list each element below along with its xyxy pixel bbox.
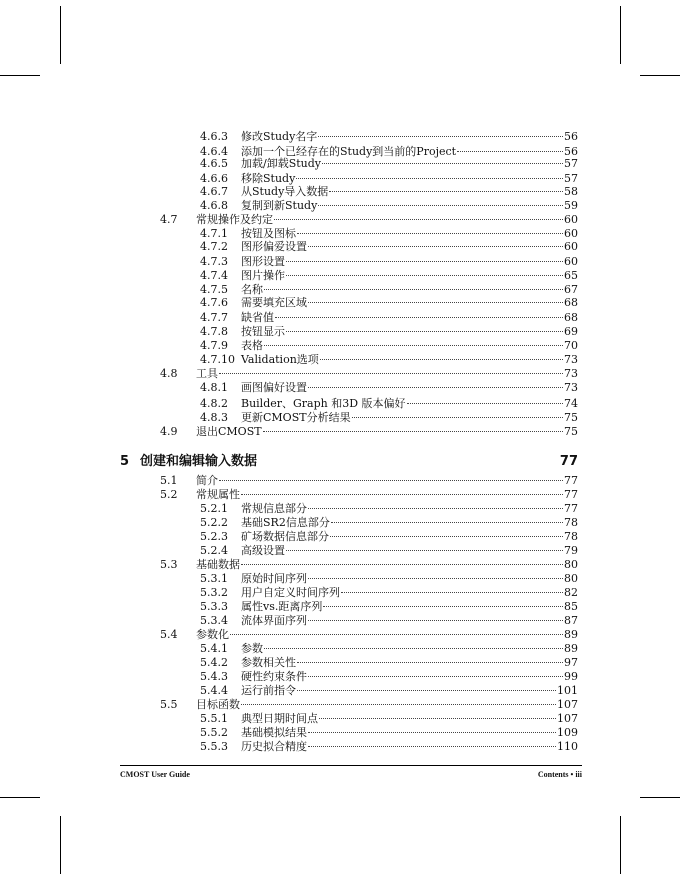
toc-entry-page: 109 <box>557 726 578 739</box>
toc-entry-number: 4.7.1 <box>200 227 228 240</box>
toc-entry-page: 78 <box>564 530 578 543</box>
toc-entry[interactable] <box>200 586 578 599</box>
chapter-page: 77 <box>559 454 578 469</box>
toc-entry[interactable] <box>200 130 578 143</box>
toc-entry-leader <box>230 634 563 635</box>
toc-entry-leader <box>286 275 563 276</box>
toc-entry[interactable] <box>200 544 578 557</box>
toc-entry-page: 89 <box>564 628 578 641</box>
toc-entry-leader <box>241 494 563 495</box>
toc-entry[interactable] <box>200 572 578 585</box>
toc-entry-leader <box>241 564 563 565</box>
toc-entry[interactable] <box>200 185 578 198</box>
chapter-heading[interactable] <box>120 450 578 469</box>
toc-entry-title: 工具 <box>196 367 218 380</box>
toc-entry-page: 70 <box>564 339 578 352</box>
toc-entry-number: 4.7.8 <box>200 325 228 338</box>
toc-entry[interactable] <box>160 488 578 501</box>
toc-entry[interactable] <box>200 269 578 282</box>
toc-entry-title: 硬性约束条件 <box>241 670 307 683</box>
toc-entry-leader <box>219 373 563 374</box>
toc-entry-page: 75 <box>564 425 578 438</box>
toc-entry-title: 原始时间序列 <box>241 572 307 585</box>
toc-entry[interactable] <box>200 397 578 410</box>
toc-entry-leader <box>286 261 563 262</box>
toc-entry[interactable] <box>200 614 578 627</box>
toc-entry-leader <box>318 205 563 206</box>
toc-entry[interactable] <box>160 628 578 641</box>
toc-entry[interactable] <box>160 425 578 438</box>
toc-entry-page: 87 <box>564 614 578 627</box>
toc-entry-number: 4.7.10 <box>200 353 235 366</box>
toc-entry-page: 58 <box>564 185 578 198</box>
toc-entry-title: 矿场数据信息部分 <box>241 530 329 543</box>
toc-entry[interactable] <box>200 381 578 394</box>
toc-entry-title: 目标函数 <box>196 698 240 711</box>
toc-entry-title: 常规操作及约定 <box>196 213 273 226</box>
toc-entry-page: 110 <box>557 740 578 753</box>
toc-entry-page: 78 <box>564 516 578 529</box>
toc-entry-page: 77 <box>564 502 578 515</box>
toc-entry-title: 历史拟合精度 <box>241 740 307 753</box>
toc-entry-leader <box>308 508 563 509</box>
toc-entry-leader <box>308 246 563 247</box>
toc-entry[interactable] <box>200 311 578 324</box>
toc-entry[interactable] <box>200 600 578 613</box>
toc-entry[interactable] <box>200 227 578 240</box>
toc-entry-leader <box>264 345 563 346</box>
toc-entry-page: 57 <box>564 172 578 185</box>
toc-entry-number: 4.7.9 <box>200 339 228 352</box>
toc-entry[interactable] <box>200 726 578 739</box>
toc-entry-title: 典型日期时间点 <box>241 712 318 725</box>
toc-entry-leader <box>407 403 563 404</box>
toc-entry[interactable] <box>200 530 578 543</box>
toc-entry-page: 79 <box>564 544 578 557</box>
toc-entry-number: 4.6.3 <box>200 130 228 143</box>
chapter-number: 5 <box>120 454 130 469</box>
toc-entry-title: Validation选项 <box>241 353 319 366</box>
toc-entry[interactable] <box>200 712 578 725</box>
toc-entry-leader <box>274 219 563 220</box>
toc-entry-number: 4.9 <box>160 425 178 438</box>
toc-entry-title: 更新CMOST分析结果 <box>241 411 351 424</box>
toc-entry-leader <box>341 592 563 593</box>
toc-entry-number: 5.2.3 <box>200 530 228 543</box>
toc-entry[interactable] <box>160 558 578 571</box>
toc-entry-number: 5.3.1 <box>200 572 228 585</box>
toc-entry-page: 75 <box>564 411 578 424</box>
toc-entry-number: 4.7.5 <box>200 283 228 296</box>
toc-entry[interactable] <box>200 296 578 309</box>
toc-entry[interactable] <box>200 325 578 338</box>
toc-entry-page: 65 <box>564 269 578 282</box>
toc-entry-number: 5.5.3 <box>200 740 228 753</box>
toc-entry-number: 5.5.1 <box>200 712 228 725</box>
toc-entry-number: 5.2.1 <box>200 502 228 515</box>
toc-entry[interactable] <box>200 255 578 268</box>
toc-entry-page: 69 <box>564 325 578 338</box>
toc-entry[interactable] <box>200 157 578 170</box>
toc-entry[interactable] <box>200 240 578 253</box>
toc-entry-leader <box>308 620 563 621</box>
toc-entry-page: 97 <box>564 656 578 669</box>
toc-entry-title: 参数 <box>241 642 263 655</box>
toc-entry-leader <box>308 302 563 303</box>
toc-entry-number: 5.2.4 <box>200 544 228 557</box>
toc-entry-number: 5.3.4 <box>200 614 228 627</box>
toc-entry-title: 图形设置 <box>241 255 285 268</box>
toc-entry-title: 表格 <box>241 339 263 352</box>
toc-entry-title: 移除Study <box>241 172 296 185</box>
footer-left: CMOST User Guide <box>120 770 190 779</box>
toc-entry-page: 60 <box>564 255 578 268</box>
toc-entry-leader <box>296 178 563 179</box>
toc-entry-title: 简介 <box>196 474 218 487</box>
toc-entry-leader <box>318 136 563 137</box>
toc-entry-leader <box>264 648 563 649</box>
toc-entry[interactable] <box>200 353 578 366</box>
toc-entry-page: 57 <box>564 157 578 170</box>
toc-entry-title: 常规属性 <box>196 488 240 501</box>
toc-entry-leader <box>322 163 563 164</box>
toc-entry-page: 56 <box>564 145 578 158</box>
toc-entry-number: 5.2.2 <box>200 516 228 529</box>
toc-entry-page: 99 <box>564 670 578 683</box>
toc-entry-number: 5.5.2 <box>200 726 228 739</box>
toc-entry-title: 添加一个已经存在的Study到当前的Project <box>241 145 457 158</box>
toc-entry-leader <box>297 662 563 663</box>
toc-entry-number: 4.7 <box>160 213 178 226</box>
toc-entry-page: 82 <box>564 586 578 599</box>
toc-entry-title: Builder、Graph 和3D 版本偏好 <box>241 397 406 410</box>
toc-entry-leader <box>457 151 563 152</box>
toc-entry-title: 用户自定义时间序列 <box>241 586 340 599</box>
toc-entry-title: 流体界面序列 <box>241 614 307 627</box>
toc-entry-title: 复制到新Study <box>241 199 318 212</box>
toc-entry-number: 5.4.2 <box>200 656 228 669</box>
toc-entry-number: 4.8.2 <box>200 397 228 410</box>
toc-entry-number: 4.6.7 <box>200 185 228 198</box>
toc-entry-number: 4.8.3 <box>200 411 228 424</box>
toc-entry-page: 77 <box>564 488 578 501</box>
toc-entry-number: 5.3.3 <box>200 600 228 613</box>
toc-entry-title: 属性vs.距离序列 <box>241 600 323 613</box>
toc-entry-number: 5.4.4 <box>200 684 228 697</box>
toc-entry[interactable] <box>200 670 578 683</box>
toc-entry-title: 图片操作 <box>241 269 285 282</box>
toc-entry-number: 4.7.7 <box>200 311 228 324</box>
toc-entry-number: 4.6.6 <box>200 172 228 185</box>
toc-entry-leader <box>286 550 563 551</box>
toc-entry-title: 运行前指令 <box>241 684 296 697</box>
toc-entry-page: 59 <box>564 199 578 212</box>
toc-entry-page: 60 <box>564 213 578 226</box>
toc-entry[interactable] <box>200 339 578 352</box>
toc-entry-number: 5.4.1 <box>200 642 228 655</box>
toc-entry-number: 4.7.2 <box>200 240 228 253</box>
toc-entry-page: 73 <box>564 353 578 366</box>
toc-entry-number: 4.6.8 <box>200 199 228 212</box>
toc-entry[interactable] <box>200 656 578 669</box>
toc-entry-title: 按钮及图标 <box>241 227 296 240</box>
toc-entry-leader <box>308 578 563 579</box>
toc-entry-leader <box>275 317 563 318</box>
toc-entry-number: 5.1 <box>160 474 178 487</box>
toc-entry-number: 4.6.5 <box>200 157 228 170</box>
footer-rule <box>120 765 582 766</box>
toc-entry-number: 4.7.3 <box>200 255 228 268</box>
toc-entry-leader <box>329 191 563 192</box>
toc-entry-page: 73 <box>564 381 578 394</box>
toc-entry-page: 107 <box>557 712 578 725</box>
toc-entry-leader <box>286 331 563 332</box>
toc-entry-page: 60 <box>564 240 578 253</box>
toc-entry-title: 按钮显示 <box>241 325 285 338</box>
toc-entry[interactable] <box>200 684 578 697</box>
toc-entry-title: 基础SR2信息部分 <box>241 516 330 529</box>
toc-entry-number: 5.4.3 <box>200 670 228 683</box>
toc-entry-leader <box>352 417 563 418</box>
toc-entry-page: 80 <box>564 558 578 571</box>
toc-entry-leader <box>308 746 556 747</box>
toc-entry-number: 4.7.6 <box>200 296 228 309</box>
toc-entry-leader <box>264 289 563 290</box>
toc-entry-page: 107 <box>557 698 578 711</box>
toc-entry-leader <box>319 718 556 719</box>
toc-entry[interactable] <box>200 740 578 753</box>
toc-entry-leader <box>297 233 563 234</box>
toc-entry-title: 基础数据 <box>196 558 240 571</box>
toc-entry-number: 5.3 <box>160 558 178 571</box>
chapter-title: 创建和编辑输入数据 <box>140 454 258 469</box>
toc-entry-title: 图形偏爱设置 <box>241 240 307 253</box>
toc-entry-title: 高级设置 <box>241 544 285 557</box>
toc-entry-leader <box>330 536 563 537</box>
toc-entry-title: 参数相关性 <box>241 656 296 669</box>
toc-entry-page: 68 <box>564 296 578 309</box>
toc-entry-leader <box>308 732 556 733</box>
toc-entry[interactable] <box>160 698 578 711</box>
toc-entry-number: 4.6.4 <box>200 145 228 158</box>
toc-entry[interactable] <box>200 411 578 424</box>
toc-entry-page: 85 <box>564 600 578 613</box>
toc-entry-number: 4.8 <box>160 367 178 380</box>
toc-entry-leader <box>297 690 556 691</box>
toc-entry[interactable] <box>200 172 578 185</box>
toc-entry-title: 修改Study名字 <box>241 130 318 143</box>
toc-entry-page: 67 <box>564 283 578 296</box>
toc-entry-title: 加载/卸载Study <box>241 157 322 170</box>
toc-entry-page: 77 <box>564 474 578 487</box>
toc-entry-title: 需要填充区域 <box>241 296 307 309</box>
toc-entry-page: 89 <box>564 642 578 655</box>
toc-entry-number: 4.8.1 <box>200 381 228 394</box>
toc-entry-number: 5.3.2 <box>200 586 228 599</box>
toc-entry[interactable] <box>200 502 578 515</box>
toc-entry[interactable] <box>160 367 578 380</box>
toc-entry-title: 画图偏好设置 <box>241 381 307 394</box>
toc-entry-leader <box>219 480 563 481</box>
toc-entry-leader <box>308 676 563 677</box>
toc-entry-title: 名称 <box>241 283 263 296</box>
toc-entry-leader <box>308 387 563 388</box>
toc-entry-title: 退出CMOST <box>196 425 262 438</box>
toc-entry[interactable] <box>200 516 578 529</box>
toc-entry-page: 68 <box>564 311 578 324</box>
toc-entry-page: 60 <box>564 227 578 240</box>
toc-entry[interactable] <box>200 283 578 296</box>
toc-entry-page: 101 <box>557 684 578 697</box>
toc-entry-leader <box>320 359 563 360</box>
toc-entry-title: 常规信息部分 <box>241 502 307 515</box>
toc-entry-leader <box>323 606 563 607</box>
toc-entry-leader <box>263 431 563 432</box>
toc-entry-leader <box>331 522 563 523</box>
toc-entry-number: 4.7.4 <box>200 269 228 282</box>
footer-right: Contents • iii <box>537 770 582 779</box>
toc-entry[interactable] <box>160 474 578 487</box>
toc-entry-number: 5.4 <box>160 628 178 641</box>
toc-entry-title: 基础模拟结果 <box>241 726 307 739</box>
toc-entry-title: 从Study导入数据 <box>241 185 329 198</box>
toc-entry-number: 5.5 <box>160 698 178 711</box>
toc-entry-number: 5.2 <box>160 488 178 501</box>
toc-entry-page: 56 <box>564 130 578 143</box>
toc-entry-page: 80 <box>564 572 578 585</box>
toc-entry[interactable] <box>200 199 578 212</box>
toc-entry[interactable] <box>160 213 578 226</box>
toc-entry-page: 73 <box>564 367 578 380</box>
toc-entry[interactable] <box>200 642 578 655</box>
toc-entry-title: 参数化 <box>196 628 229 641</box>
toc-entry-title: 缺省值 <box>241 311 274 324</box>
toc-entry-page: 74 <box>564 397 578 410</box>
toc-entry-leader <box>241 704 556 705</box>
